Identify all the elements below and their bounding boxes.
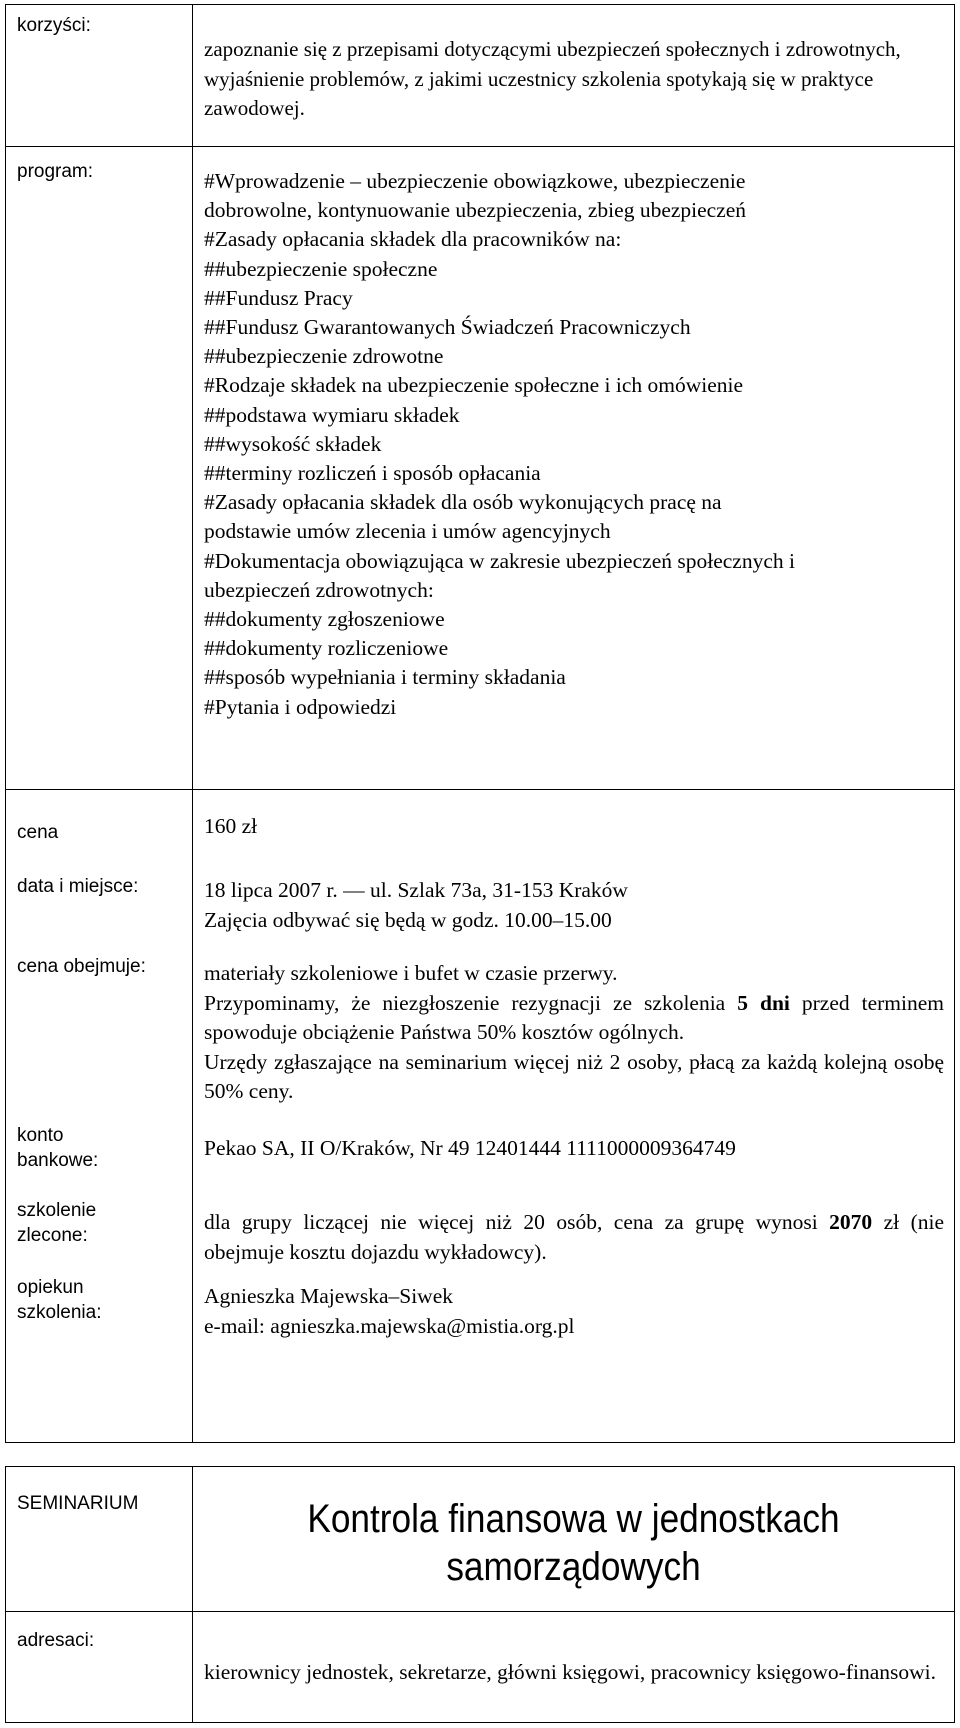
addressees-label-cell	[6, 1612, 193, 1723]
program-item: ubezpieczeń zdrowotnych:	[204, 577, 434, 602]
benefits-text: zapoznanie się z przepisami dotyczącymi ubezpieczeń społecznych i zdrowotnych, wyjaśnienie problemów, z jakimi uczestnicy szkolenia spotykają się w praktyce zawodowej.	[204, 37, 901, 120]
program-item: #Zasady opłacania składek dla osób wykonujących pracę na	[204, 490, 722, 515]
ordered-value: dla grupy liczącej nie więcej niż 20 osób, cena za grupę wynosi 2070 zł (nie obejmuje kosztu dojazdu wykładowcy).	[204, 1210, 945, 1264]
program-list	[193, 147, 954, 722]
seminar-label: SEMINARIUM	[17, 1493, 139, 1514]
offices-note: Urzędy zgłaszające na seminarium więcej niż 2 osoby, płacą za każdą kolejną osobę 50% ceny.	[204, 1049, 944, 1103]
includes-line: materiały szkoleniowe i bufet w czasie przerwy.	[204, 961, 618, 985]
time-line: Zajęcia odbywać się będą w godz. 10.00–15.00	[204, 907, 612, 932]
seminar-title-cell	[193, 1467, 955, 1612]
coordinator-value	[204, 1282, 944, 1341]
program-item: ##terminy rozliczeń i sposób opłacania	[204, 461, 541, 486]
ordered-label: szkolenie zlecone:	[17, 1200, 97, 1246]
program-item: ##dokumenty rozliczeniowe	[204, 636, 449, 661]
benefits-label: korzyści:	[17, 15, 91, 36]
program-item: podstawie umów zlecenia i umów agencyjnych	[204, 519, 611, 544]
price-includes-label: cena obejmuje:	[17, 956, 146, 977]
program-item: ##podstawa wymiaru składek	[204, 402, 460, 427]
program-item: #Rodzaje składek na ubezpieczenie społeczne i ich omówienie	[204, 373, 744, 398]
bank-account-value: Pekao SA, II O/Kraków, Nr 49 12401444 1111000009364749	[204, 1136, 736, 1160]
program-item: ##ubezpieczenie społeczne	[204, 256, 438, 281]
program-item: #Dokumentacja obowiązująca w zakresie ubezpieczeń społecznych i	[204, 548, 795, 573]
price-includes-value	[204, 959, 944, 1107]
seminar-table	[5, 1466, 955, 1723]
program-item: ##Fundusz Gwarantowanych Świadczeń Pracowniczych	[204, 315, 691, 340]
program-item: ##sposób wypełniania i terminy składania	[204, 665, 566, 690]
addressees-label: adresaci:	[17, 1630, 95, 1651]
coordinator-label: opiekun szkolenia:	[17, 1277, 102, 1323]
coordinator-email: e-mail: agnieszka.majewska@mistia.org.pl	[204, 1313, 575, 1338]
details-labels	[6, 790, 192, 1440]
program-item: ##Fundusz Pracy	[204, 285, 353, 310]
program-label: program:	[17, 161, 94, 182]
program-item: #Pytania i odpowiedzi	[204, 694, 397, 719]
addressees-cell	[193, 1612, 955, 1723]
coordinator-name: Agnieszka Majewska–Siwek	[204, 1284, 453, 1308]
program-item: ##ubezpieczenie zdrowotne	[204, 344, 444, 369]
details-label-cell	[6, 790, 193, 1443]
program-item: dobrowolne, kontynuowanie ubezpieczenia, zbieg ubezpieczeń	[204, 198, 747, 223]
details-values	[193, 790, 954, 1440]
benefits-cell	[193, 5, 955, 147]
date-place-line: 18 lipca 2007 r. — ul. Szlak 73a, 31-153 Kraków	[204, 878, 628, 902]
date-place-label: data i miejsce:	[17, 876, 139, 897]
program-label-cell	[6, 147, 193, 790]
program-item: #Wprowadzenie – ubezpieczenie obowiązkowe, ubezpieczenie	[204, 169, 746, 193]
price-value: 160 zł	[204, 814, 258, 838]
date-place-value	[204, 876, 944, 935]
details-cell	[193, 790, 955, 1443]
cancellation-note: Przypominamy, że niezgłoszenie rezygnacji ze szkolenia 5 dni przed terminem spowoduje obciążenie Państwa 50% kosztów ogólnych.	[204, 990, 945, 1044]
program-cell	[193, 147, 955, 790]
program-item: ##dokumenty zgłoszeniowe	[204, 607, 445, 632]
benefits-label-cell	[6, 5, 193, 147]
bank-label: konto bankowe:	[17, 1125, 99, 1171]
addressees-text: kierownicy jednostek, sekretarze, główni księgowi, pracownicy księgowo-finansowi.	[204, 1660, 936, 1684]
seminar-label-cell	[6, 1467, 193, 1612]
program-item: ##wysokość składek	[204, 431, 382, 456]
program-item: #Zasady opłacania składek dla pracowników na:	[204, 227, 622, 252]
course-info-table	[5, 4, 955, 1443]
seminar-title: Kontrola finansowa w jednostkach samorządowych	[307, 1497, 840, 1589]
price-label: cena	[17, 822, 59, 843]
